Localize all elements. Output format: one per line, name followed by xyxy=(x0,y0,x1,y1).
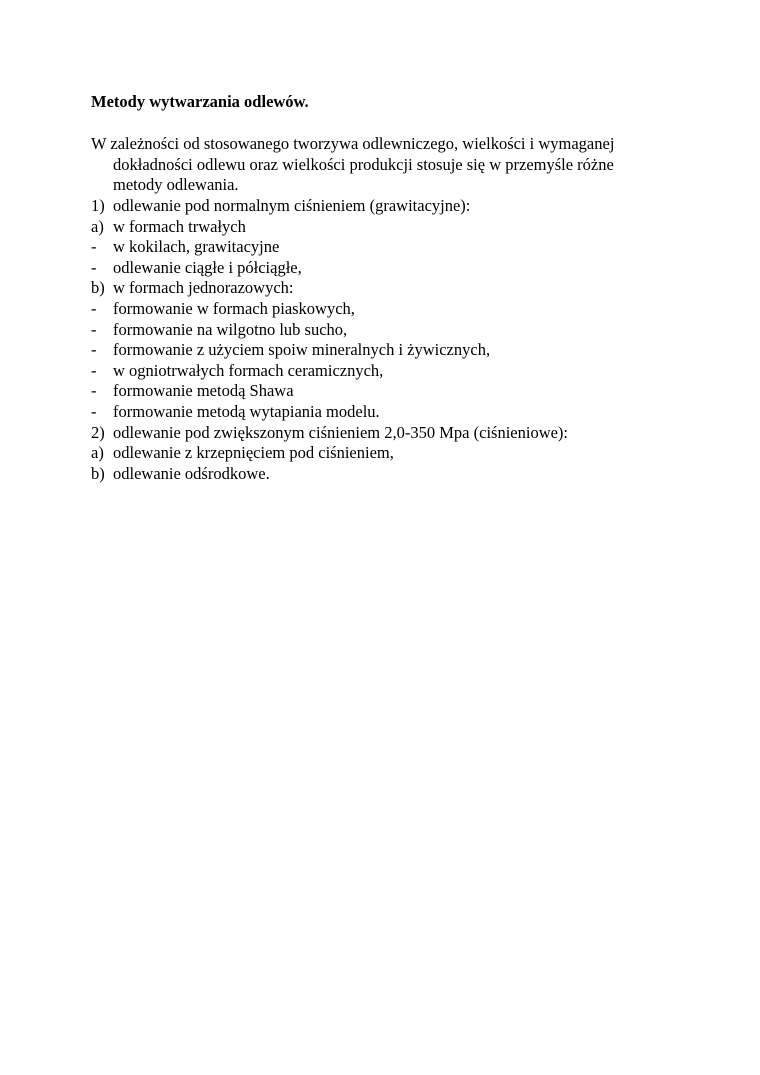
list-marker: - xyxy=(91,340,97,360)
list-item xyxy=(91,381,691,402)
intro-paragraph xyxy=(91,134,671,196)
list-item-text: w ogniotrwałych formach ceramicznych, xyxy=(113,360,384,380)
list-item xyxy=(91,423,691,444)
list-item-text: odlewanie z krzepnięciem pod ciśnieniem, xyxy=(113,443,394,463)
list-marker: - xyxy=(91,381,97,401)
list-item xyxy=(91,464,691,485)
list-item xyxy=(91,217,691,238)
list-marker: a) xyxy=(91,216,104,236)
list-item-text: odlewanie ciągłe i półciągłe, xyxy=(113,257,302,277)
list-item-text: formowanie metodą Shawa xyxy=(113,381,294,401)
list-marker: 2) xyxy=(91,422,105,442)
list-marker: 1) xyxy=(91,196,105,215)
list-item xyxy=(91,361,691,382)
list-item-text: formowanie metodą wytapiania modelu. xyxy=(113,401,380,421)
list-marker: - xyxy=(91,237,97,257)
list-item xyxy=(91,402,691,423)
intro-line: metody odlewania. xyxy=(113,175,239,195)
list-marker: b) xyxy=(91,463,105,483)
list-item xyxy=(91,299,691,320)
list-item-text: formowanie w formach piaskowych, xyxy=(113,298,355,318)
list-item-text: odlewanie pod zwiększonym ciśnieniem 2,0-350 Mpa (ciśnieniowe): xyxy=(113,422,569,442)
list-marker: - xyxy=(91,360,97,380)
list-item-text: formowanie z użyciem spoiw mineralnych i żywicznych, xyxy=(113,340,491,360)
list-item-text: w kokilach, grawitacyjne xyxy=(113,237,280,257)
intro-line: W zależności od stosowanego tworzywa odlewniczego, wielkości i wymaganej xyxy=(91,134,615,153)
intro-line: dokładności odlewu oraz wielkości produkcji stosuje się w przemyśle różne xyxy=(113,154,614,174)
list-item-text: w formach trwałych xyxy=(113,216,246,236)
list-marker: b) xyxy=(91,278,105,298)
document-title: Metody wytwarzania odlewów. xyxy=(91,92,309,111)
list-item xyxy=(91,320,691,341)
list-marker: a) xyxy=(91,443,104,463)
list-item-text: w formach jednorazowych: xyxy=(113,278,294,298)
list-marker: - xyxy=(91,257,97,277)
list-marker: - xyxy=(91,401,97,421)
list-marker: - xyxy=(91,298,97,318)
list-marker: - xyxy=(91,319,97,339)
list-item xyxy=(91,443,691,464)
list-item-text: odlewanie odśrodkowe. xyxy=(113,463,270,483)
list-item xyxy=(91,237,691,258)
list-item xyxy=(91,258,691,279)
methods-list xyxy=(91,196,691,484)
list-item-text: odlewanie pod normalnym ciśnieniem (grawitacyjne): xyxy=(113,196,471,215)
list-item xyxy=(91,278,691,299)
list-item-text: formowanie na wilgotno lub sucho, xyxy=(113,319,348,339)
list-item xyxy=(91,340,691,361)
list-item xyxy=(91,196,691,217)
